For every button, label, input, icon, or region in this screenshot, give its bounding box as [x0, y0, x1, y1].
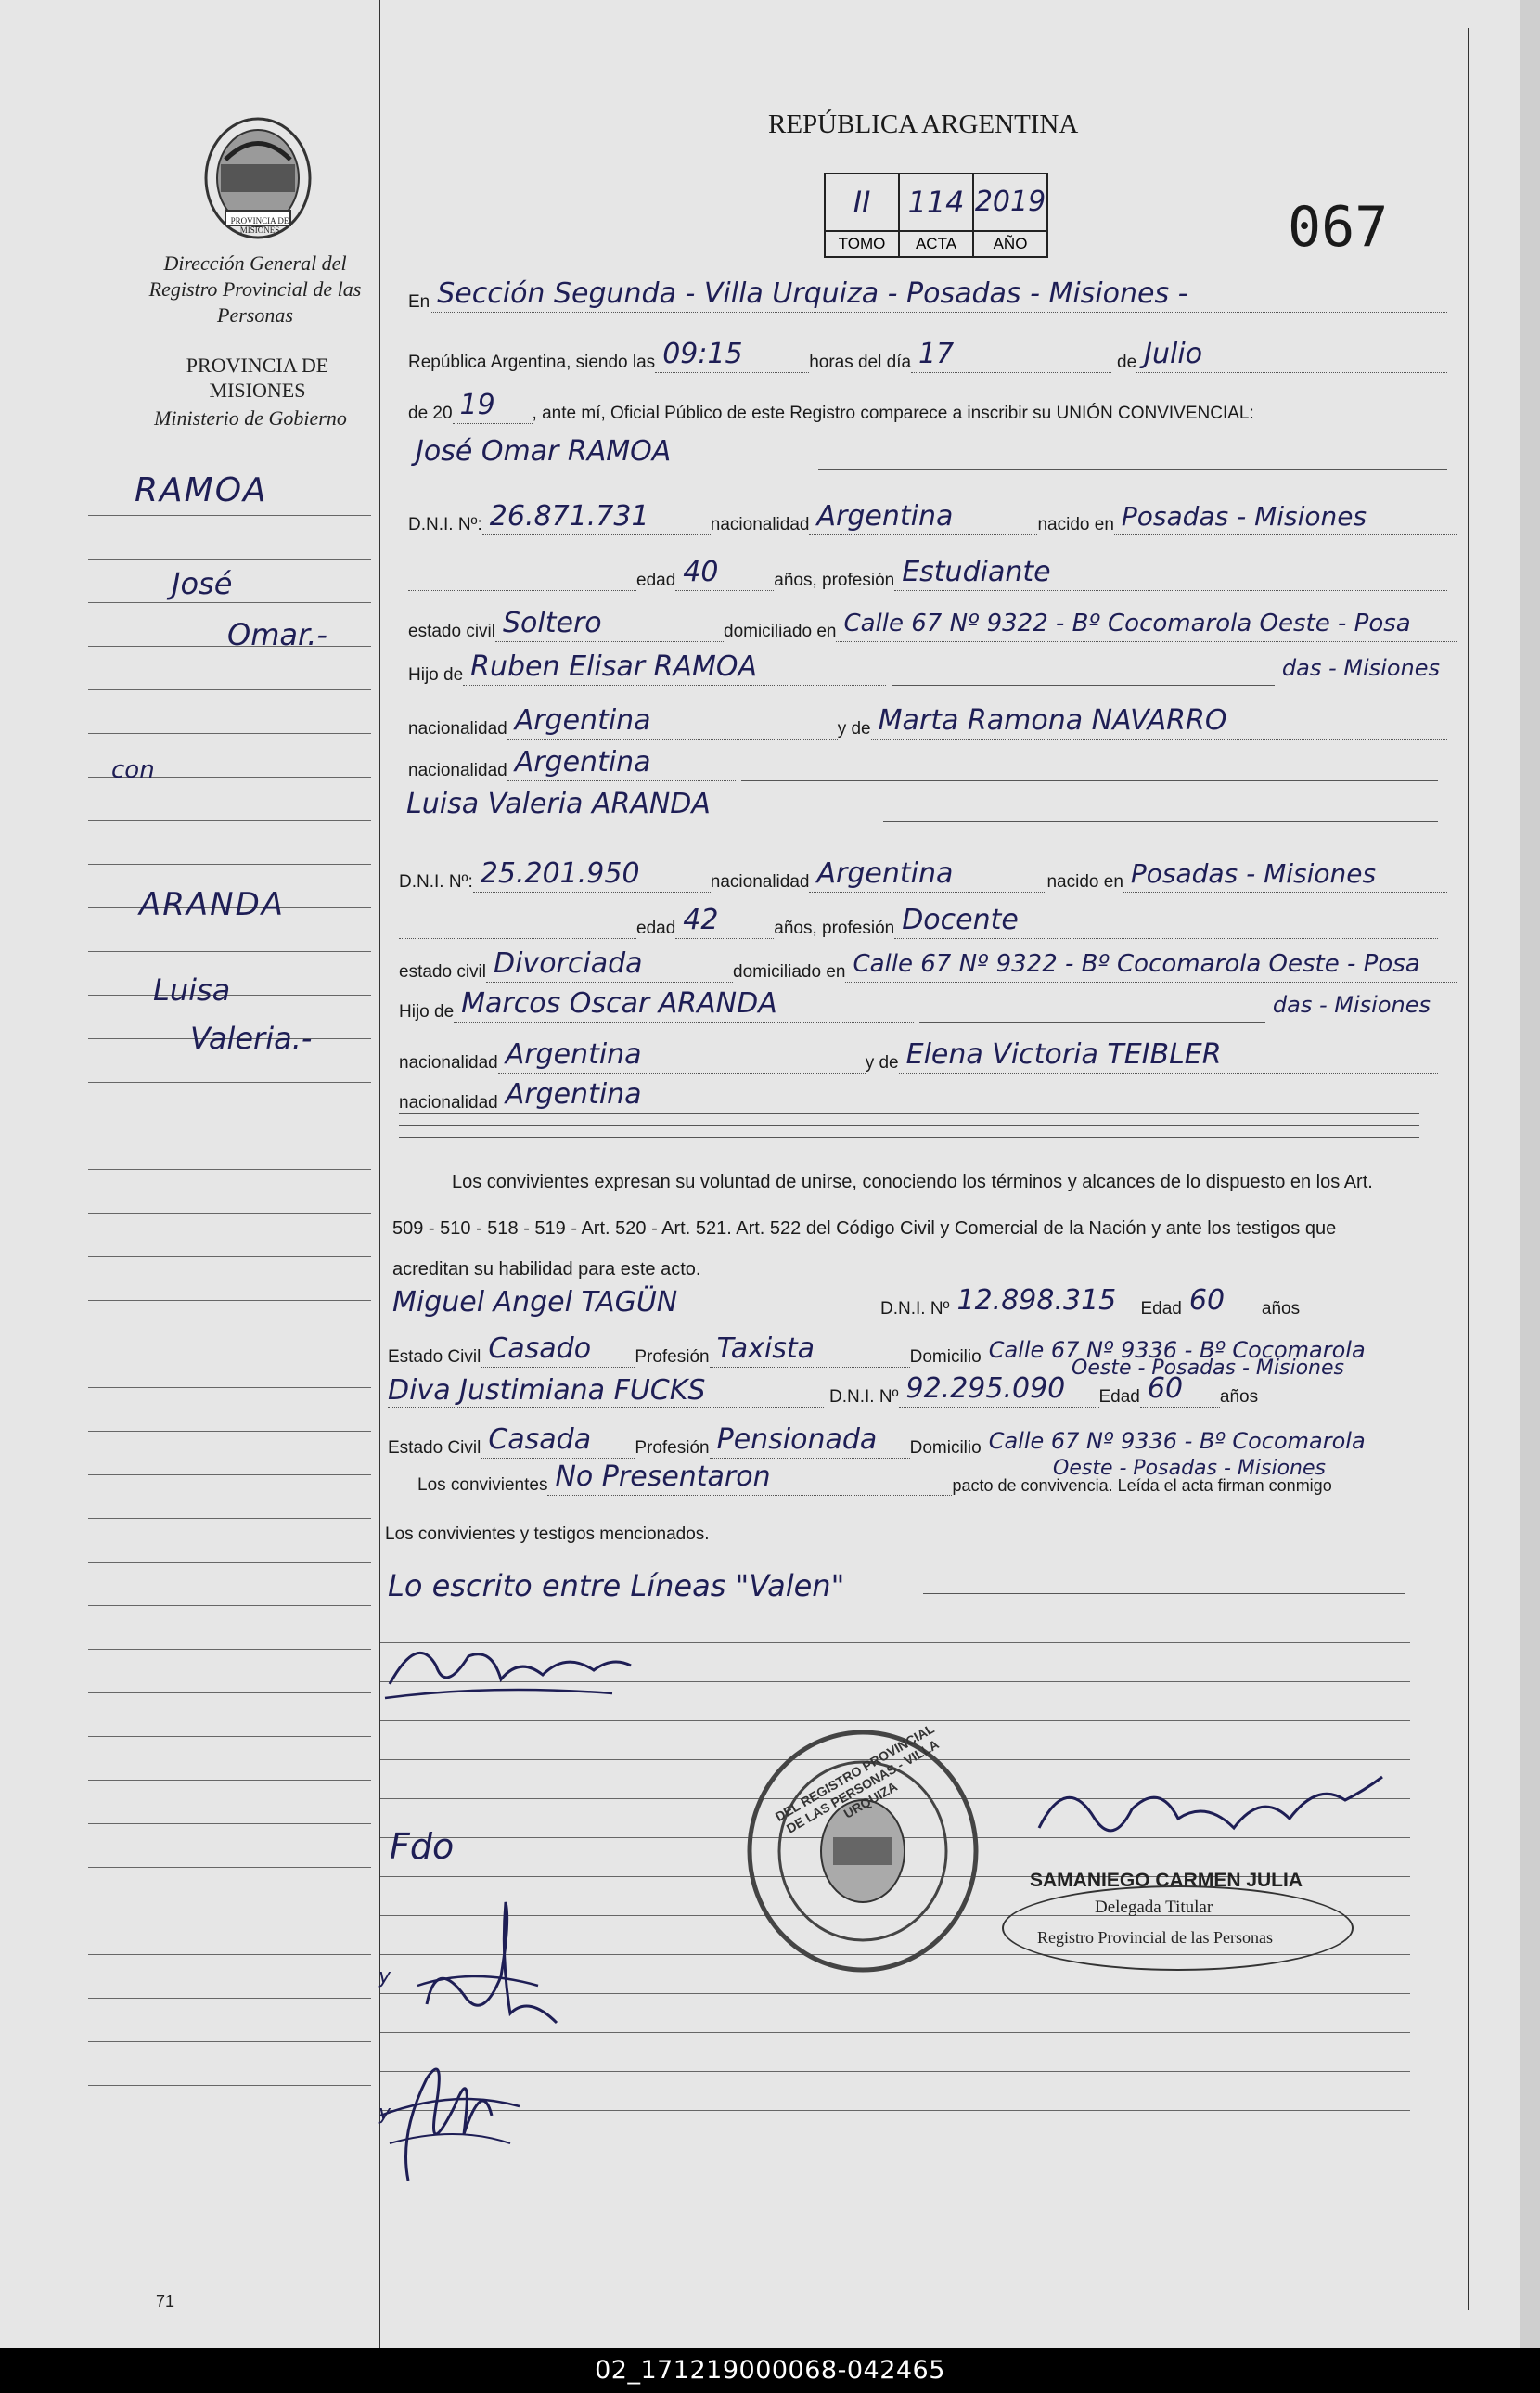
w1-age-label: Edad: [1140, 1299, 1182, 1319]
row-w2-name: [388, 1373, 1427, 1408]
w2-age: 60: [1140, 1373, 1220, 1408]
margin-rule: [88, 1780, 371, 1781]
row-p1-father: [408, 651, 1447, 686]
row-p1-civil: [408, 608, 1457, 642]
row-p1-age: [408, 557, 1447, 591]
margin-rule: [88, 1562, 371, 1563]
p1-addr1: Calle 67 Nº 9322 - Bº Cocomarola Oeste - Posa: [836, 608, 1457, 642]
w2-civil: Casada: [481, 1424, 635, 1459]
margin-rule: [88, 1823, 371, 1824]
w1-civil-label: Estado Civil: [388, 1347, 481, 1367]
w1-dni: 12.898.315: [950, 1285, 1141, 1319]
p2-dni-label: D.N.I. Nº:: [399, 872, 473, 892]
registry-name: Dirección General del Registro Provincial de las Personas: [148, 251, 362, 327]
pact-text: pacto de convivencia. Leída el acta firman conmigo: [952, 1476, 1332, 1495]
p2-father: Marcos Oscar ARANDA: [454, 988, 914, 1023]
p1-name: José Omar RAMOA: [416, 435, 672, 468]
margin-rule: [88, 1998, 371, 1999]
w1-addr2: Oeste - Posadas - Misiones: [1072, 1357, 1344, 1380]
p2-civil: Divorciada: [486, 948, 733, 983]
between-lines-note: Lo escrito entre Líneas "Valen": [388, 1568, 845, 1603]
margin-rule: [88, 1692, 371, 1693]
p1-mother-nac: Argentina: [507, 747, 736, 781]
row-p2-civil: [399, 948, 1457, 983]
margin-surname-1: RAMOA: [135, 471, 268, 509]
anio-value: 2019: [974, 186, 1046, 218]
p1-nac: Argentina: [809, 501, 1037, 535]
margin-given-2b: Valeria.-: [190, 1021, 313, 1056]
p1-age-label: edad: [636, 571, 676, 590]
margin-rule: [88, 1649, 371, 1650]
w2-age-label: Edad: [1098, 1387, 1140, 1407]
row-p1-name: [408, 436, 1447, 470]
margin-given-1b: Omar.-: [227, 617, 327, 652]
p2-prof-label: años, profesión: [774, 919, 895, 938]
seal-caption: PROVINCIA DE MISIONES: [230, 216, 289, 235]
p1-prof: Estudiante: [894, 557, 1447, 591]
left-column-divider: [379, 0, 380, 2348]
w1-dni-label: D.N.I. Nº: [880, 1299, 950, 1319]
p2-prof: Docente: [894, 905, 1438, 939]
y-label-2: y: [379, 2102, 391, 2125]
margin-rule: [88, 689, 371, 690]
acta-value: 114: [900, 174, 974, 230]
year-value: 19: [453, 390, 533, 424]
p1-birth: Posadas - Misiones: [1114, 501, 1457, 535]
hours-label: horas del día: [809, 353, 912, 372]
p2-nac-label: nacionalidad: [710, 872, 810, 892]
w2-civil-label: Estado Civil: [388, 1438, 481, 1458]
margin-rule: [88, 1867, 371, 1868]
row-w2-civil: [388, 1424, 1431, 1459]
p2-father-nac: Argentina: [498, 1039, 866, 1074]
w1-age: 60: [1182, 1285, 1262, 1319]
margin-rule: [88, 1736, 371, 1737]
p1-mother-label: y de: [837, 719, 871, 739]
p2-father-label: Hijo de: [399, 1002, 455, 1022]
time-label: República Argentina, siendo las: [408, 353, 656, 372]
acta-label: ACTA: [900, 232, 974, 256]
w1-civil: Casado: [481, 1333, 635, 1368]
margin-rule: [88, 559, 371, 560]
row-p1-dni: [408, 501, 1457, 535]
p1-age: 40: [675, 557, 774, 591]
signature-rule: [380, 1720, 1410, 1721]
p1-mother-nac-label: nacionalidad: [408, 761, 507, 780]
p2-nac: Argentina: [809, 858, 1046, 893]
p2-father-nac-label: nacionalidad: [399, 1053, 498, 1073]
margin-rule: [88, 733, 371, 734]
statement-line-3: acreditan su habilidad para este acto.: [392, 1259, 701, 1280]
margin-rule: [88, 1169, 371, 1170]
p2-birth: Posadas - Misiones: [1123, 858, 1447, 893]
margin-rule: [88, 1518, 371, 1519]
signature-registrar: [380, 1628, 659, 1717]
row-p1-father-nac: [408, 705, 1447, 740]
tomo-value: II: [826, 174, 900, 230]
p1-father-nac: Argentina: [507, 705, 838, 740]
w1-addr1: Calle 67 Nº 9336 - Bº Cocomarola: [988, 1337, 1366, 1363]
statement-line-2: 509 - 510 - 518 - 519 - Art. 520 - Art. 521. Art. 522 del Código Civil y Comercial de la Nación y ante los testigos que: [392, 1218, 1337, 1239]
pact-label: Los convivientes: [417, 1475, 548, 1495]
p2-birth-label: nacido en: [1046, 872, 1123, 892]
margin-rule: [88, 515, 371, 516]
w2-addr-label: Domicilio: [909, 1438, 982, 1458]
right-border: [1468, 28, 1469, 2310]
margin-given-1a: José: [172, 566, 233, 601]
month-value: Julio: [1136, 339, 1447, 373]
margin-rule: [88, 1213, 371, 1214]
p2-dni: 25.201.950: [473, 858, 711, 893]
p2-addr2: das - Misiones: [1272, 992, 1431, 1018]
w2-dni: 92.295.090: [899, 1373, 1099, 1408]
p1-civil: Soltero: [495, 608, 724, 642]
w1-years-label: años: [1261, 1299, 1301, 1319]
row-p2-father-nac: [399, 1039, 1438, 1074]
ministry-name: Ministerio de Gobierno: [154, 406, 347, 430]
p2-mother: Elena Victoria TEIBLER: [899, 1039, 1438, 1074]
margin-rule: [88, 1431, 371, 1432]
row-time: [408, 339, 1447, 373]
p1-father: Ruben Elisar RAMOA: [463, 651, 886, 686]
signature-convivient-1: [399, 1884, 584, 2046]
p1-addr2: das - Misiones: [1281, 655, 1440, 681]
p1-prof-label: años, profesión: [774, 571, 895, 590]
official-office: Registro Provincial de las Personas: [1037, 1928, 1273, 1947]
row-p1-mother-nac: [408, 747, 1438, 781]
p1-mother: Marta Ramona NAVARRO: [871, 705, 1447, 740]
margin-rule: [88, 1954, 371, 1955]
p2-addr1: Calle 67 Nº 9322 - Bº Cocomarola Oeste - Posa: [845, 948, 1457, 983]
margin-rule: [88, 1256, 371, 1257]
w1-addr-label: Domicilio: [909, 1347, 982, 1367]
year-label: de 20: [408, 404, 453, 423]
margin-rule: [88, 1474, 371, 1475]
p2-civil-label: estado civil: [399, 962, 486, 982]
p2-mother-label: y de: [865, 1053, 899, 1073]
w2-addr2: Oeste - Posadas - Misiones: [1053, 1457, 1326, 1480]
margin-rule: [88, 2085, 371, 2086]
margin-surname-2: ARANDA: [139, 886, 286, 923]
act-number: 067: [1288, 195, 1389, 260]
p1-birth-label: nacido en: [1037, 515, 1114, 534]
province-name: PROVINCIA DE MISIONES: [186, 354, 329, 402]
scan-id-footer: [0, 2348, 1540, 2393]
time-value: 09:15: [655, 339, 809, 373]
margin-rule: [88, 1082, 371, 1083]
p2-mother-nac: Argentina: [498, 1079, 773, 1113]
page-number: 71: [156, 2292, 175, 2310]
tomo-label: TOMO: [826, 232, 900, 256]
w1-prof-label: Profesión: [635, 1347, 710, 1367]
official-name: SAMANIEGO CARMEN JULIA: [1030, 1870, 1303, 1891]
closing-text: Los convivientes y testigos mencionados.: [385, 1525, 710, 1544]
p1-father-label: Hijo de: [408, 665, 464, 685]
y-label-1: y: [379, 1965, 391, 1988]
row-p2-dni: [399, 858, 1447, 893]
p2-age-label: edad: [636, 919, 676, 938]
p1-civil-label: estado civil: [408, 622, 495, 641]
volume-record-year-box: [824, 173, 1048, 258]
row-p2-mother-nac: [399, 1079, 1419, 1113]
scanner-edge: [1520, 0, 1540, 2348]
margin-rule: [88, 864, 371, 865]
pact-value: No Presentaron: [547, 1461, 952, 1496]
w2-dni-label: D.N.I. Nº: [829, 1387, 899, 1407]
margin-connector: con: [111, 756, 155, 784]
margin-rule: [88, 1605, 371, 1606]
row-p2-father: [399, 988, 1438, 1023]
day-value: 17: [911, 339, 1111, 373]
row-place: [408, 278, 1447, 313]
month-label: de: [1117, 353, 1137, 372]
w2-addr1: Calle 67 Nº 9336 - Bº Cocomarola: [988, 1428, 1366, 1454]
signature-convivient-2: [353, 2023, 538, 2204]
w2-years-label: años: [1219, 1387, 1259, 1407]
p1-addr-label: domiciliado en: [724, 622, 837, 641]
anio-label: AÑO: [993, 235, 1028, 252]
p2-mother-nac-label: nacionalidad: [399, 1093, 498, 1113]
margin-rule: [88, 2041, 371, 2042]
p1-father-nac-label: nacionalidad: [408, 719, 507, 739]
margin-rule: [88, 820, 371, 821]
w1-prof: Taxista: [710, 1333, 910, 1368]
fdo-label: Fdo: [390, 1826, 455, 1867]
margin-rule: [88, 1300, 371, 1301]
w2-prof-label: Profesión: [635, 1438, 710, 1458]
margin-rule: [88, 602, 371, 603]
official-title: Delegada Titular: [1095, 1898, 1213, 1917]
place-label: En: [408, 292, 430, 312]
margin-given-2a: Luisa: [153, 972, 231, 1008]
place-value: Sección Segunda - Villa Urquiza - Posadas - Misiones -: [430, 278, 1447, 313]
row-p2-age: [399, 905, 1438, 939]
p1-dni-label: D.N.I. Nº:: [408, 515, 482, 534]
intro-text: , ante mí, Oficial Público de este Registro comparece a inscribir su UNIÓN CONVIVENCIAL:: [532, 404, 1254, 423]
margin-rule: [88, 951, 371, 952]
w2-name: Diva Justimiana FUCKS: [388, 1374, 824, 1408]
p1-nac-label: nacionalidad: [710, 515, 810, 534]
margin-rule: [88, 1387, 371, 1388]
stamp-text: DEL REGISTRO PROVINCIAL DE LAS PERSONAS - VILLA URQUIZA: [772, 1720, 942, 1836]
p2-addr-label: domiciliado en: [733, 962, 846, 982]
p2-age: 42: [675, 905, 774, 939]
w2-prof: Pensionada: [710, 1424, 910, 1459]
scan-id: 02_171219000068-042465: [595, 2356, 945, 2385]
row-w1-name: [392, 1285, 1427, 1319]
row-p2-name: [399, 789, 1438, 822]
row-year-intro: [408, 390, 1447, 424]
p1-dni: 26.871.731: [482, 501, 711, 535]
w1-name: Miguel Angel TAGÜN: [392, 1286, 875, 1319]
country-title: REPÚBLICA ARGENTINA: [768, 109, 1079, 139]
statement-line-1: Los convivientes expresan su voluntad de unirse, conociendo los términos y alcances de lo dispuesto en los Art.: [452, 1172, 1373, 1192]
p2-name: Luisa Valeria ARANDA: [406, 788, 711, 820]
